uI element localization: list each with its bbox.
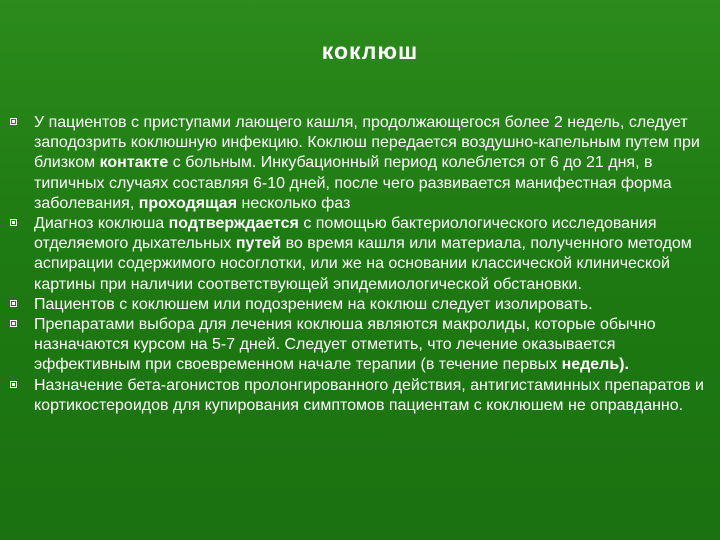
bullet-text: У пациентов с приступами лающего кашля, продолжающегося более 2 недель, следует заподозрить коклюшную инфекцию. Коклюш передается воздушно-капельным путем при близком xyxy=(34,114,700,172)
slide-title: коклюш xyxy=(321,38,419,64)
bullet-item xyxy=(10,315,710,376)
square-bullet-icon xyxy=(10,118,17,125)
bullet-text: с больным. Инкубационный период колеблется от 6 до 21 дня, в типичных случаях составляя 6-10 дней, после чего развивается манифестная форма заболевания, xyxy=(34,154,672,212)
square-bullet-icon xyxy=(10,300,17,307)
bullet-bold-text: проходящая xyxy=(138,194,238,212)
bullet-text: несколько фаз xyxy=(237,194,351,212)
square-bullet-icon xyxy=(10,219,17,226)
bullet-item xyxy=(10,376,710,416)
square-bullet-icon xyxy=(10,381,17,388)
bullet-text: Препаратами выбора для лечения коклюша являются макролиды, которые обычно назначаются курсом на 5-7 дней. Следует отметить, что лечение оказывается эффективным при своевременном начале терапии (в течение первых xyxy=(34,316,656,374)
bullet-text: Диагноз коклюша xyxy=(34,215,169,233)
bullet-item xyxy=(10,113,710,214)
bullet-item xyxy=(10,214,710,295)
bullet-item xyxy=(10,295,710,315)
bullet-text: во время кашля или материала, полученного методом аспирации содержимого носоглотки, или же на основании классической клинической картины при наличии соответствующей эпидемиологической обстановки. xyxy=(34,235,692,293)
bullet-text: Назначение бета-агонистов пролонгированного действия, антигистаминных препаратов и кортикостероидов для купирования симптомов пациентам с коклюшем не оправданно. xyxy=(34,376,704,414)
bullet-text: Пациентов с коклюшем или подозрением на коклюш следует изолировать. xyxy=(34,295,593,313)
bullet-bold-text: подтверждается xyxy=(168,215,299,233)
bullet-text: с помощью бактериологического исследования отделяемого дыхательных xyxy=(34,215,657,253)
bullet-bold-text: контакте xyxy=(99,154,169,172)
bullet-list xyxy=(10,113,710,416)
bullet-bold-text: недель). xyxy=(561,356,629,374)
bullet-bold-text: путей xyxy=(235,235,282,253)
square-bullet-icon xyxy=(10,320,17,327)
